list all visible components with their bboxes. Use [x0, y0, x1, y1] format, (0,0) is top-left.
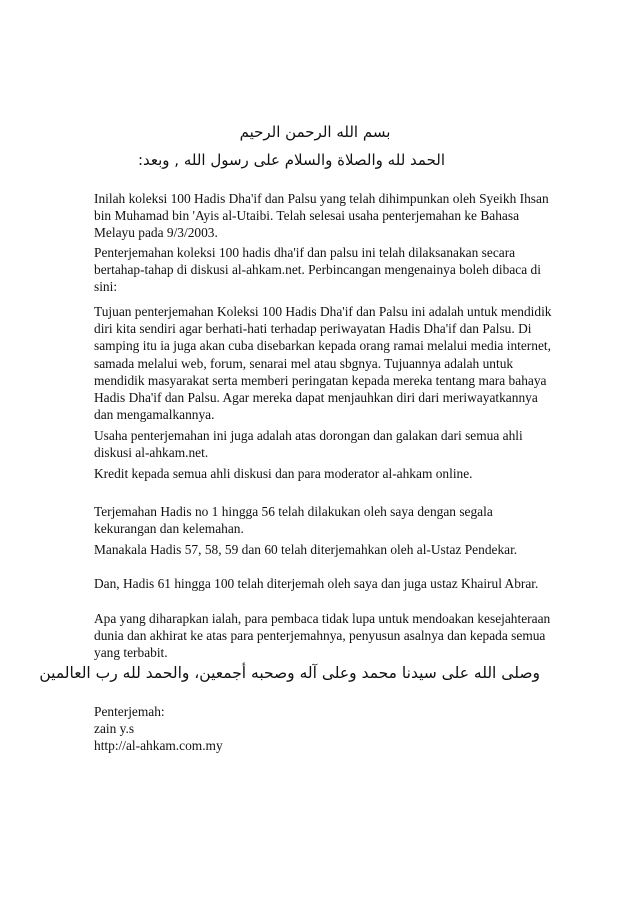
paragraph-translation-61-100: Dan, Hadis 61 hingga 100 telah diterjemah oleh saya dan juga ustaz Khairul Abrar. [94, 576, 539, 591]
paragraph-credit: Kredit kepada semua ahli diskusi dan para moderator al-ahkam online. [94, 466, 473, 481]
paragraph-translation-57-60: Manakala Hadis 57, 58, 59 dan 60 telah diterjemahkan oleh al-Ustaz Pendekar. [94, 542, 518, 557]
salawat-closing: وصلى الله على سيدنا محمد وعلى آله وصحبه أجمعين، والحمد لله رب العالمين [39, 664, 540, 682]
translator-signature [94, 703, 554, 755]
translator-url: http://al-ahkam.com.my [94, 738, 223, 754]
paragraph-translation-1-56: Terjemahan Hadis no 1 hingga 56 telah dilakukan oleh saya dengan segala kekurangan dan kelemahan. [94, 504, 493, 537]
paragraph-encouragement: Usaha penterjemahan ini juga adalah atas dorongan dan galakan dari semua ahli diskusi al-ahkam.net. [94, 428, 523, 461]
paragraph-discussion: Penterjemahan koleksi 100 hadis dha'if dan palsu ini telah dilaksanakan secara bertahap-tahap di diskusi al-ahkam.net. Perbincangan mengenainya boleh dibaca di sini: [94, 245, 541, 295]
paragraph-hope: Apa yang diharapkan ialah, para pembaca tidak lupa untuk mendoakan kesejahteraan dunia dan akhirat ke atas para penterjemahnya, penyusun asalnya dan kepada semua yang terbabit. [94, 611, 551, 661]
translator-name: zain y.s [94, 721, 135, 737]
hamdalah-opening: الحمد لله والصلاة والسلام على رسول الله , وبعد: [137, 151, 445, 169]
paragraph-intro: Inilah koleksi 100 Hadis Dha'if dan Palsu yang telah dihimpunkan oleh Syeikh Ihsan bin Muhamad bin 'Ayis al-Utaibi. Telah selesai usaha penterjemahan ke Bahasa Melayu pada 9/3/2003. [94, 191, 549, 241]
bismillah-heading: بسم الله الرحمن الرحيم [239, 123, 391, 141]
paragraph-purpose: Tujuan penterjemahan Koleksi 100 Hadis Dha'if dan Palsu ini adalah untuk mendidik diri kita sendiri agar berhati-hati terhadap periwayatan Hadis Dha'if dan Palsu. Di samping itu ia juga akan cuba disebarkan kepada orang ramai melalui media internet, samada melalui web, forum, senarai mel atau sbgnya. Tujuannya adalah untuk mendidik masyarakat serta memberi peringatan kepada mereka tentang mara bahaya Hadis Dha'if dan Palsu. Agar mereka dapat menjauhkan diri dari meriwayatkannya dan mengamalkannya. [94, 304, 552, 423]
translator-label: Penterjemah: [94, 704, 165, 719]
